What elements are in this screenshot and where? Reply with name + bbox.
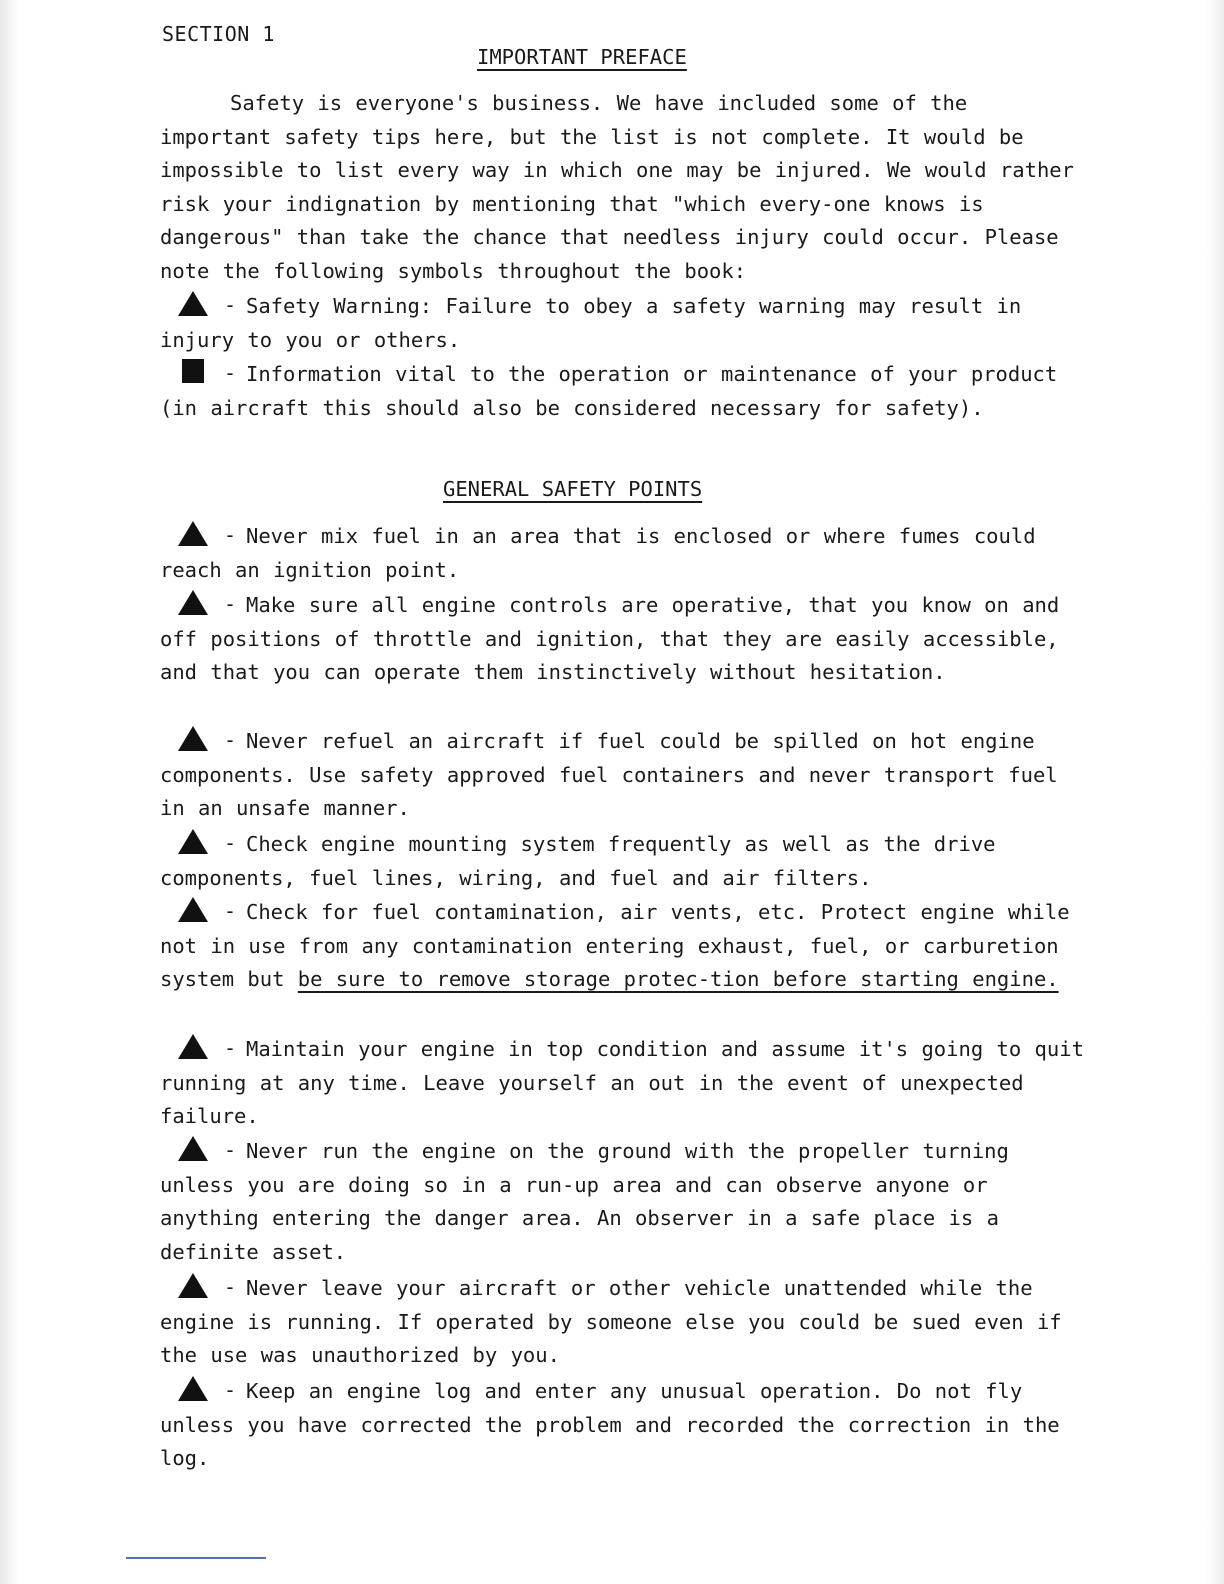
point-dash: - <box>224 899 237 923</box>
safety-point-text: Make sure all engine controls are operative, that you know on and off positions of throttle and ignition, that they are easily accessible, and that you can operate them instinctively without hesitation. <box>160 593 1060 685</box>
safety-point <box>160 520 1090 587</box>
preface-intro-text: Safety is everyone's business. We have included some of the important safety tips here, but the list is not complete. It would be impossible to list every way in which one may be injured. We would rather risk your indignation by mentioning that "which every-one knows is dangerous" than take the chance that needless injury could occur. Please note the following symbols throughout the book: <box>160 91 1074 283</box>
point-dash: - <box>224 592 237 616</box>
preface-intro <box>160 87 1090 289</box>
safety-point <box>160 1375 1090 1476</box>
safety-point <box>160 896 1090 997</box>
safety-point <box>160 1135 1090 1269</box>
safety-point-text: Maintain your engine in top condition and assume it's going to quit running at any time. Leave yourself an out in the event of unexpected failure. <box>160 1037 1084 1129</box>
point-dash: - <box>224 831 237 855</box>
safety-point-text: Never leave your aircraft or other vehicle unattended while the engine is running. If operated by someone else you could be sued even if the use was unauthorized by you. <box>160 1276 1062 1368</box>
safety-point-text: Check engine mounting system frequently as well as the drive components, fuel lines, wiring, and fuel and air filters. <box>160 832 996 890</box>
safety-point <box>160 589 1090 690</box>
triangle-warning-icon <box>178 897 208 922</box>
point-dash: - <box>224 728 237 752</box>
safety-point <box>160 725 1090 826</box>
symbol-entry-info <box>160 358 1090 425</box>
point-dash: - <box>224 1138 237 1162</box>
triangle-warning-icon <box>178 1376 208 1401</box>
square-info-icon <box>182 359 204 383</box>
point-dash: - <box>224 1275 237 1299</box>
safety-point-text: Never refuel an aircraft if fuel could be spilled on hot engine components. Use safety approved fuel containers and never transport fuel in an unsafe manner. <box>160 729 1058 821</box>
triangle-warning-icon <box>178 1136 208 1161</box>
safety-point <box>160 828 1090 895</box>
safety-point-text: Keep an engine log and enter any unusual operation. Do not fly unless you have corrected the problem and recorded the correction in the log. <box>160 1379 1060 1471</box>
triangle-warning-icon <box>178 726 208 751</box>
general-safety-heading: GENERAL SAFETY POINTS <box>443 477 703 501</box>
right-scan-shadow <box>1206 0 1224 1584</box>
symbol-text: Safety Warning: Failure to obey a safety warning may result in injury to you or others. <box>160 294 1022 352</box>
section-label: SECTION 1 <box>162 22 275 46</box>
safety-point-underlined-text: be sure to remove storage protec-tion before starting engine. <box>297 967 1059 992</box>
triangle-warning-icon <box>178 829 208 854</box>
triangle-warning-icon <box>178 1034 208 1059</box>
symbol-text: Information vital to the operation or maintenance of your product (in aircraft this should also be considered necessary for safety). <box>160 362 1058 420</box>
safety-point <box>160 1272 1090 1373</box>
triangle-warning-icon <box>178 1273 208 1298</box>
symbol-dash: - <box>224 361 237 385</box>
point-dash: - <box>224 1036 237 1060</box>
point-dash: - <box>224 1378 237 1402</box>
symbol-dash: - <box>224 293 237 317</box>
safety-point-text: Never run the engine on the ground with the propeller turning unless you are doing so in a run-up area and can observe anyone or anything entering the danger area. An observer in a safe place is a definite asset. <box>160 1139 1009 1264</box>
left-scan-shadow <box>0 0 18 1584</box>
symbol-entry-warning <box>160 290 1090 357</box>
preface-heading: IMPORTANT PREFACE <box>477 45 687 69</box>
footer-rule <box>126 1557 266 1559</box>
safety-point <box>160 1033 1090 1134</box>
triangle-warning-icon <box>178 291 208 316</box>
triangle-warning-icon <box>178 521 208 546</box>
safety-point-text: Never mix fuel in an area that is enclosed or where fumes could reach an ignition point. <box>160 524 1036 582</box>
safety-point-text: Check for fuel contamination, air vents, etc. Protect engine while not in use from any contamination entering exhaust, fuel, or carburetion system but <box>160 900 1070 992</box>
triangle-warning-icon <box>178 590 208 615</box>
point-dash: - <box>224 523 237 547</box>
